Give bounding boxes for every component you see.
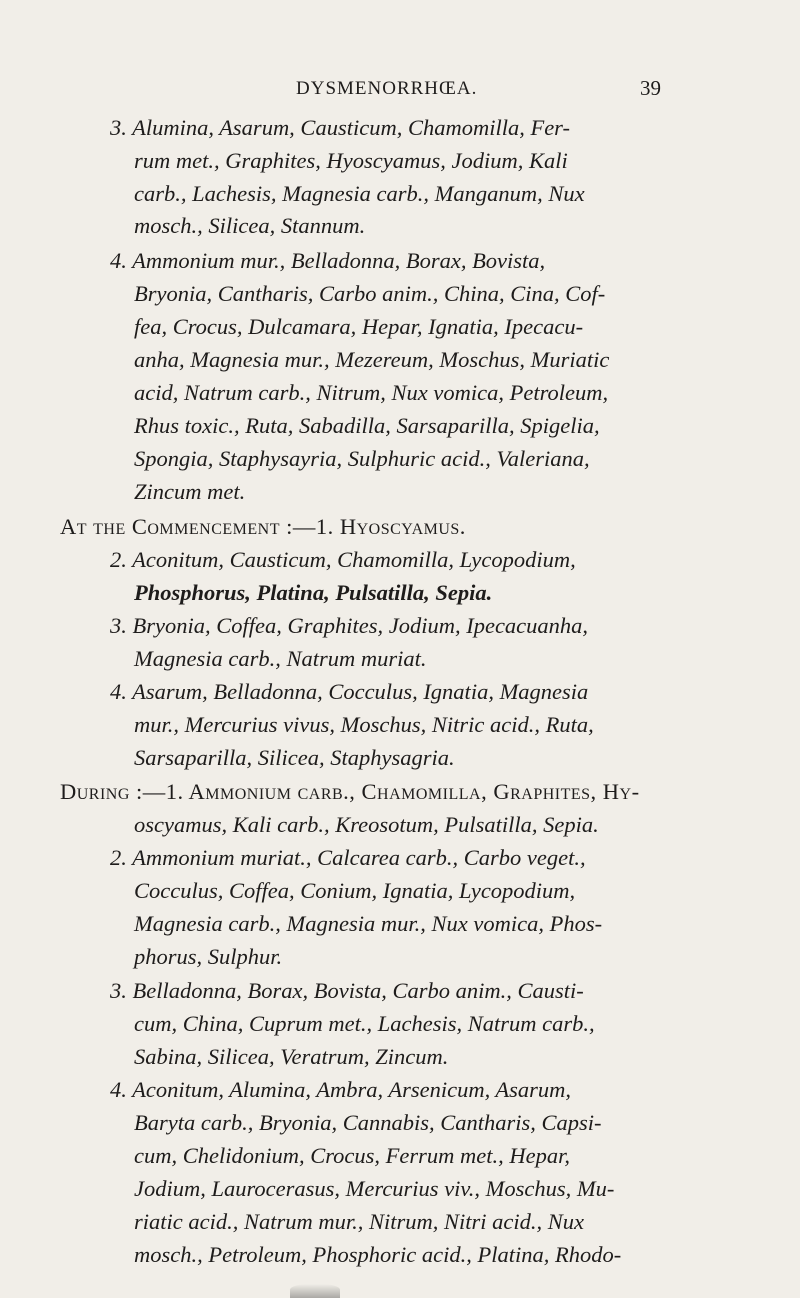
text-line: Zincum met.: [134, 479, 246, 504]
text-line: Magnesia carb., Magnesia mur., Nux vomica, Phos-: [134, 911, 603, 936]
text-line: carb., Lachesis, Magnesia carb., Manganum, Nux: [134, 181, 585, 206]
text-line: Magnesia carb., Natrum muriat.: [134, 646, 427, 671]
text-line: Rhus toxic., Ruta, Sabadilla, Sarsaparilla, Spigelia,: [134, 413, 600, 438]
text-line: 4. Asarum, Belladonna, Cocculus, Ignatia, Magnesia: [110, 679, 589, 704]
text-line: 3. Bryonia, Coffea, Graphites, Jodium, Ipecacuanha,: [110, 613, 589, 638]
text-line: mosch., Silicea, Stannum.: [134, 213, 366, 238]
text-line: mur., Mercurius vivus, Moschus, Nitric acid., Ruta,: [134, 712, 594, 737]
section-heading-during: During :—1. Ammonium carb., Chamomilla, Graphites, Hy-: [60, 779, 640, 804]
text-line: Sabina, Silicea, Veratrum, Zincum.: [134, 1044, 449, 1069]
text-line: mosch., Petroleum, Phosphoric acid., Platina, Rhodo-: [134, 1242, 622, 1267]
text-line: 2. Ammonium muriat., Calcarea carb., Carbo veget.,: [110, 845, 586, 870]
page-smudge: [290, 1284, 340, 1298]
text-line: Bryonia, Cantharis, Carbo anim., China, Cina, Cof-: [134, 281, 606, 306]
text-line: 2. Aconitum, Causticum, Chamomilla, Lycopodium,: [110, 547, 576, 572]
text-line: phorus, Sulphur.: [134, 944, 283, 969]
text-line: Cocculus, Coffea, Conium, Ignatia, Lycopodium,: [134, 878, 576, 903]
text-line: anha, Magnesia mur., Mezereum, Moschus, Muriatic: [134, 347, 610, 372]
running-header: DYSMENORRHŒA.: [296, 78, 478, 99]
text-line: Baryta carb., Bryonia, Cannabis, Cantharis, Capsi-: [134, 1110, 602, 1135]
text-line: 4. Ammonium mur., Belladonna, Borax, Bovista,: [110, 248, 546, 273]
text-line: cum, Chelidonium, Crocus, Ferrum met., Hepar,: [134, 1143, 571, 1168]
text-line: Jodium, Laurocerasus, Mercurius viv., Moschus, Mu-: [134, 1176, 615, 1201]
text-line: oscyamus, Kali carb., Kreosotum, Pulsatilla, Sepia.: [134, 812, 599, 837]
text-line: cum, China, Cuprum met., Lachesis, Natrum carb.,: [134, 1011, 595, 1036]
text-line: Spongia, Staphysayria, Sulphuric acid., Valeriana,: [134, 446, 590, 471]
page-number: 39: [640, 76, 661, 100]
text-line: riatic acid., Natrum mur., Nitrum, Nitri acid., Nux: [134, 1209, 585, 1234]
text-line: 4. Aconitum, Alumina, Ambra, Arsenicum, Asarum,: [110, 1077, 572, 1102]
text-line: Sarsaparilla, Silicea, Staphysagria.: [134, 745, 455, 770]
text-line: Phosphorus, Platina, Pulsatilla, Sepia.: [134, 580, 493, 605]
section-heading-commencement: At the Commencement :—1. Hyoscyamus.: [60, 514, 466, 539]
text-line: 3. Alumina, Asarum, Causticum, Chamomilla, Fer-: [110, 115, 570, 140]
text-line: acid, Natrum carb., Nitrum, Nux vomica, Petroleum,: [134, 380, 609, 405]
text-line: 3. Belladonna, Borax, Bovista, Carbo anim., Causti-: [110, 978, 584, 1003]
text-line: rum met., Graphites, Hyoscyamus, Jodium, Kali: [134, 148, 568, 173]
text-line: fea, Crocus, Dulcamara, Hepar, Ignatia, Ipecacu-: [134, 314, 584, 339]
